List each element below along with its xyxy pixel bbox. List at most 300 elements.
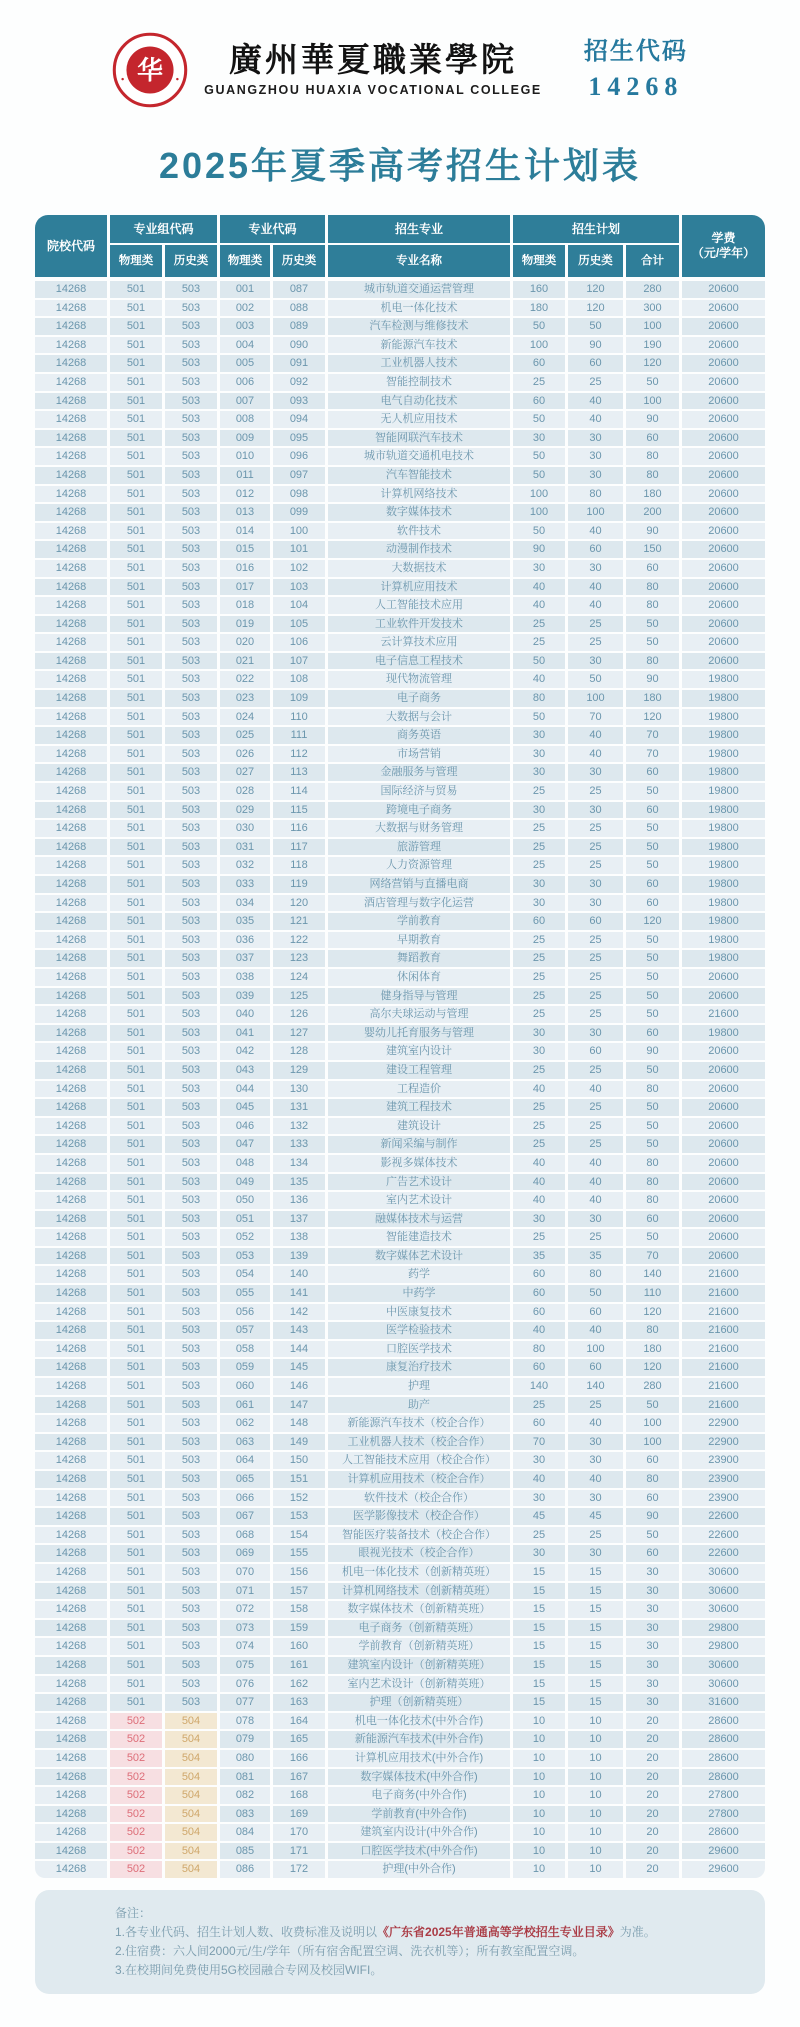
- table-row: [35, 1861, 765, 1878]
- table-row: [35, 746, 765, 763]
- table-cell: 501: [110, 1285, 162, 1302]
- admission-code-label: 招生代码: [583, 39, 688, 66]
- table-cell: 医学检验技术: [328, 1322, 510, 1339]
- table-cell: 计算机应用技术: [328, 579, 510, 596]
- table-row: [35, 355, 765, 372]
- table-cell: 20600: [682, 969, 765, 986]
- table-row: [35, 1359, 765, 1376]
- table-cell: 30: [568, 1545, 623, 1562]
- table-cell: 14268: [35, 597, 107, 614]
- table-cell: 30: [626, 1657, 679, 1674]
- table-cell: 大数据技术: [328, 560, 510, 577]
- table-cell: 29600: [682, 1861, 765, 1878]
- table-cell: 20600: [682, 653, 765, 670]
- table-cell: 14268: [35, 857, 107, 874]
- table-cell: 503: [165, 579, 217, 596]
- table-cell: 25: [513, 932, 565, 949]
- table-cell: 21600: [682, 1397, 765, 1414]
- header-group-physics: 物理类: [110, 245, 162, 277]
- table-cell: 14268: [35, 1452, 107, 1469]
- table-cell: 051: [220, 1211, 270, 1228]
- table-cell: 074: [220, 1638, 270, 1655]
- table-cell: 25: [513, 1062, 565, 1079]
- table-cell: 503: [165, 1415, 217, 1432]
- table-cell: 40: [513, 1155, 565, 1172]
- table-row: [35, 690, 765, 707]
- table-cell: 28600: [682, 1824, 765, 1841]
- table-cell: 123: [273, 950, 325, 967]
- table-cell: 137: [273, 1211, 325, 1228]
- table-row: [35, 1843, 765, 1860]
- table-cell: 跨境电子商务: [328, 802, 510, 819]
- table-cell: 017: [220, 579, 270, 596]
- table-cell: 501: [110, 523, 162, 540]
- table-cell: 059: [220, 1359, 270, 1376]
- notes-label: 备注：: [115, 1906, 152, 1921]
- table-row: [35, 300, 765, 317]
- table-cell: 503: [165, 1620, 217, 1637]
- table-cell: 502: [110, 1731, 162, 1748]
- table-cell: 501: [110, 1266, 162, 1283]
- table-cell: 30: [568, 1025, 623, 1042]
- table-cell: 90: [568, 337, 623, 354]
- table-cell: 043: [220, 1062, 270, 1079]
- table-cell: 25: [513, 1118, 565, 1135]
- table-cell: 501: [110, 857, 162, 874]
- table-row: [35, 1620, 765, 1637]
- table-cell: 15: [568, 1601, 623, 1618]
- table-cell: 027: [220, 764, 270, 781]
- table-cell: 20600: [682, 541, 765, 558]
- table-cell: 40: [568, 1155, 623, 1172]
- table-cell: 40: [513, 671, 565, 688]
- table-cell: 60: [626, 430, 679, 447]
- table-cell: 14268: [35, 1731, 107, 1748]
- table-cell: 120: [568, 300, 623, 317]
- table-cell: 100: [568, 690, 623, 707]
- table-cell: 19800: [682, 913, 765, 930]
- table-cell: 40: [568, 1174, 623, 1191]
- table-cell: 15: [568, 1657, 623, 1674]
- header-major-name: 专业名称: [328, 245, 510, 277]
- table-cell: 14268: [35, 1341, 107, 1358]
- table-cell: 140: [273, 1266, 325, 1283]
- table-cell: 501: [110, 1583, 162, 1600]
- table-cell: 50: [513, 411, 565, 428]
- table-cell: 10: [568, 1787, 623, 1804]
- table-cell: 80: [626, 1192, 679, 1209]
- table-cell: 109: [273, 690, 325, 707]
- table-cell: 50: [513, 467, 565, 484]
- table-cell: 城市轨道交通机电技术: [328, 448, 510, 465]
- table-cell: 013: [220, 504, 270, 521]
- table-cell: 40: [568, 523, 623, 540]
- table-cell: 089: [273, 318, 325, 335]
- table-row: [35, 913, 765, 930]
- table-cell: 21600: [682, 1378, 765, 1395]
- table-cell: 129: [273, 1062, 325, 1079]
- table-cell: 504: [165, 1713, 217, 1730]
- table-cell: 25: [568, 1099, 623, 1116]
- table-cell: 067: [220, 1508, 270, 1525]
- table-cell: 10: [513, 1824, 565, 1841]
- table-cell: 501: [110, 764, 162, 781]
- table-cell: 30600: [682, 1583, 765, 1600]
- table-cell: 25: [568, 932, 623, 949]
- table-cell: 动漫制作技术: [328, 541, 510, 558]
- table-cell: 120: [626, 1359, 679, 1376]
- table-cell: 14268: [35, 1006, 107, 1023]
- table-cell: 20600: [682, 1136, 765, 1153]
- table-cell: 电子商务（创新精英班）: [328, 1620, 510, 1637]
- table-cell: 022: [220, 671, 270, 688]
- table-cell: 40: [513, 1471, 565, 1488]
- table-cell: 助产: [328, 1397, 510, 1414]
- table-cell: 10: [568, 1731, 623, 1748]
- table-cell: 14268: [35, 950, 107, 967]
- table-cell: 25: [513, 950, 565, 967]
- table-cell: 041: [220, 1025, 270, 1042]
- page-header: [0, 0, 800, 108]
- table-row: [35, 1043, 765, 1060]
- table-cell: 14268: [35, 1638, 107, 1655]
- table-row: [35, 1322, 765, 1339]
- table-cell: 14268: [35, 1861, 107, 1878]
- table-cell: 25: [568, 634, 623, 651]
- table-cell: 501: [110, 1341, 162, 1358]
- table-cell: 20600: [682, 411, 765, 428]
- table-row: [35, 281, 765, 298]
- table-cell: 124: [273, 969, 325, 986]
- table-cell: 14268: [35, 486, 107, 503]
- table-cell: 计算机网络技术: [328, 486, 510, 503]
- table-cell: 006: [220, 374, 270, 391]
- table-cell: 90: [626, 411, 679, 428]
- table-cell: 14268: [35, 1620, 107, 1637]
- table-cell: 80: [626, 1174, 679, 1191]
- table-row: [35, 1657, 765, 1674]
- table-cell: 108: [273, 671, 325, 688]
- table-cell: 143: [273, 1322, 325, 1339]
- table-cell: 503: [165, 1490, 217, 1507]
- table-cell: 280: [626, 1378, 679, 1395]
- table-cell: 501: [110, 746, 162, 763]
- table-cell: 135: [273, 1174, 325, 1191]
- table-cell: 501: [110, 988, 162, 1005]
- table-cell: 70: [568, 709, 623, 726]
- table-cell: 501: [110, 1136, 162, 1153]
- table-cell: 095: [273, 430, 325, 447]
- table-cell: 机电一体化技术: [328, 300, 510, 317]
- table-cell: 婴幼儿托育服务与管理: [328, 1025, 510, 1042]
- table-cell: 146: [273, 1378, 325, 1395]
- table-cell: 501: [110, 467, 162, 484]
- table-cell: 14268: [35, 1211, 107, 1228]
- table-cell: 14268: [35, 913, 107, 930]
- table-cell: 45: [513, 1508, 565, 1525]
- table-cell: 150: [626, 541, 679, 558]
- table-cell: 016: [220, 560, 270, 577]
- table-row: [35, 1676, 765, 1693]
- table-cell: 50: [513, 318, 565, 335]
- table-row: [35, 727, 765, 744]
- table-cell: 80: [626, 1081, 679, 1098]
- table-cell: 107: [273, 653, 325, 670]
- table-cell: 25: [513, 1099, 565, 1116]
- table-cell: 25: [513, 616, 565, 633]
- table-cell: 20600: [682, 988, 765, 1005]
- table-row: [35, 1099, 765, 1116]
- table-cell: 501: [110, 671, 162, 688]
- table-row: [35, 895, 765, 912]
- table-cell: 501: [110, 1211, 162, 1228]
- table-row: [35, 1583, 765, 1600]
- table-cell: 503: [165, 281, 217, 298]
- table-cell: 504: [165, 1843, 217, 1860]
- table-cell: 40: [568, 579, 623, 596]
- table-cell: 21600: [682, 1359, 765, 1376]
- table-cell: 25: [513, 1006, 565, 1023]
- table-cell: 10: [513, 1713, 565, 1730]
- table-row: [35, 1694, 765, 1711]
- table-cell: 数字媒体技术（创新精英班）: [328, 1601, 510, 1618]
- note-1-highlight: 《广东省2025年普通高等学校招生专业目录》: [377, 1925, 620, 1940]
- table-cell: 503: [165, 597, 217, 614]
- table-cell: 60: [513, 1304, 565, 1321]
- table-cell: 21600: [682, 1341, 765, 1358]
- table-cell: 501: [110, 300, 162, 317]
- table-cell: 121: [273, 913, 325, 930]
- table-cell: 180: [513, 300, 565, 317]
- table-cell: 25: [568, 1527, 623, 1544]
- table-cell: 22600: [682, 1545, 765, 1562]
- table-cell: 云计算技术应用: [328, 634, 510, 651]
- table-cell: 25: [568, 374, 623, 391]
- table-cell: 90: [626, 671, 679, 688]
- table-cell: 20: [626, 1861, 679, 1878]
- table-cell: 40: [568, 597, 623, 614]
- table-cell: 50: [626, 1006, 679, 1023]
- table-row: [35, 374, 765, 391]
- table-cell: 502: [110, 1787, 162, 1804]
- table-cell: 50: [626, 857, 679, 874]
- table-cell: 70: [513, 1434, 565, 1451]
- table-cell: 14268: [35, 1694, 107, 1711]
- table-cell: 15: [513, 1657, 565, 1674]
- table-cell: 27800: [682, 1787, 765, 1804]
- table-cell: 180: [626, 690, 679, 707]
- table-cell: 501: [110, 1508, 162, 1525]
- table-cell: 010: [220, 448, 270, 465]
- table-cell: 50: [513, 523, 565, 540]
- table-cell: 25: [568, 839, 623, 856]
- table-cell: 10: [568, 1713, 623, 1730]
- table-cell: 042: [220, 1043, 270, 1060]
- table-cell: 015: [220, 541, 270, 558]
- table-cell: 30: [626, 1620, 679, 1637]
- table-cell: 503: [165, 895, 217, 912]
- table-cell: 40: [568, 393, 623, 410]
- table-cell: 21600: [682, 1006, 765, 1023]
- table-cell: 90: [626, 1043, 679, 1060]
- table-row: [35, 1081, 765, 1098]
- table-cell: 14268: [35, 1081, 107, 1098]
- table-cell: 019: [220, 616, 270, 633]
- table-cell: 503: [165, 430, 217, 447]
- table-cell: 120: [626, 709, 679, 726]
- table-cell: 电子信息工程技术: [328, 653, 510, 670]
- table-cell: 医学影像技术（校企合作）: [328, 1508, 510, 1525]
- table-cell: 19800: [682, 820, 765, 837]
- table-cell: 024: [220, 709, 270, 726]
- table-cell: 25: [568, 1006, 623, 1023]
- table-cell: 142: [273, 1304, 325, 1321]
- table-cell: 20600: [682, 393, 765, 410]
- table-row: [35, 709, 765, 726]
- table-cell: 14268: [35, 1508, 107, 1525]
- table-cell: 10: [568, 1861, 623, 1878]
- table-cell: 114: [273, 783, 325, 800]
- table-cell: 503: [165, 1006, 217, 1023]
- table-cell: 10: [568, 1750, 623, 1767]
- table-cell: 153: [273, 1508, 325, 1525]
- table-cell: 503: [165, 1192, 217, 1209]
- table-cell: 096: [273, 448, 325, 465]
- table-cell: 25: [568, 1136, 623, 1153]
- table-cell: 14268: [35, 1490, 107, 1507]
- table-cell: 061: [220, 1397, 270, 1414]
- table-row: [35, 1471, 765, 1488]
- table-cell: 28600: [682, 1731, 765, 1748]
- table-cell: 影视多媒体技术: [328, 1155, 510, 1172]
- table-cell: 503: [165, 653, 217, 670]
- table-row: [35, 1341, 765, 1358]
- table-cell: 080: [220, 1750, 270, 1767]
- table-cell: 19800: [682, 895, 765, 912]
- table-cell: 002: [220, 300, 270, 317]
- table-header: [35, 215, 765, 277]
- table-cell: 高尔夫球运动与管理: [328, 1006, 510, 1023]
- table-cell: 501: [110, 1304, 162, 1321]
- table-cell: 069: [220, 1545, 270, 1562]
- table-cell: 金融服务与管理: [328, 764, 510, 781]
- table-cell: 503: [165, 1434, 217, 1451]
- table-cell: 14268: [35, 1676, 107, 1693]
- table-row: [35, 1062, 765, 1079]
- table-cell: 20600: [682, 374, 765, 391]
- table-cell: 14268: [35, 1545, 107, 1562]
- table-cell: 160: [273, 1638, 325, 1655]
- table-cell: 30: [568, 1434, 623, 1451]
- table-cell: 501: [110, 1434, 162, 1451]
- table-cell: 建筑室内设计(中外合作): [328, 1824, 510, 1841]
- table-cell: 30: [626, 1638, 679, 1655]
- table-cell: 融媒体技术与运营: [328, 1211, 510, 1228]
- table-cell: 092: [273, 374, 325, 391]
- table-cell: 098: [273, 486, 325, 503]
- table-cell: 078: [220, 1713, 270, 1730]
- table-cell: 164: [273, 1713, 325, 1730]
- table-cell: 口腔医学技术(中外合作): [328, 1843, 510, 1860]
- table-row: [35, 802, 765, 819]
- table-cell: 501: [110, 1638, 162, 1655]
- table-row: [35, 560, 765, 577]
- table-cell: 161: [273, 1657, 325, 1674]
- table-cell: 30: [568, 802, 623, 819]
- table-cell: 40: [513, 1174, 565, 1191]
- table-cell: 100: [568, 504, 623, 521]
- table-cell: 085: [220, 1843, 270, 1860]
- table-cell: 172: [273, 1861, 325, 1878]
- table-cell: 028: [220, 783, 270, 800]
- table-cell: 032: [220, 857, 270, 874]
- table-cell: 503: [165, 1452, 217, 1469]
- table-cell: 501: [110, 430, 162, 447]
- table-cell: 503: [165, 1397, 217, 1414]
- table-cell: 501: [110, 1025, 162, 1042]
- table-cell: 计算机网络技术（创新精英班）: [328, 1583, 510, 1600]
- table-cell: 009: [220, 430, 270, 447]
- table-cell: 14268: [35, 1192, 107, 1209]
- table-cell: 039: [220, 988, 270, 1005]
- table-cell: 14268: [35, 1099, 107, 1116]
- table-cell: 30: [513, 560, 565, 577]
- table-cell: 503: [165, 1583, 217, 1600]
- table-row: [35, 1415, 765, 1432]
- table-cell: 50: [568, 318, 623, 335]
- table-cell: 大数据与财务管理: [328, 820, 510, 837]
- table-cell: 14268: [35, 932, 107, 949]
- table-cell: 503: [165, 1359, 217, 1376]
- table-cell: 503: [165, 523, 217, 540]
- table-cell: 503: [165, 950, 217, 967]
- table-cell: 22600: [682, 1508, 765, 1525]
- table-cell: 14268: [35, 746, 107, 763]
- table-row: [35, 1508, 765, 1525]
- table-row: [35, 932, 765, 949]
- table-cell: 501: [110, 1452, 162, 1469]
- table-cell: 20600: [682, 1062, 765, 1079]
- table-row: [35, 1731, 765, 1748]
- table-cell: 30: [626, 1676, 679, 1693]
- table-cell: 20600: [682, 318, 765, 335]
- table-cell: 40: [568, 727, 623, 744]
- table-cell: 21600: [682, 1266, 765, 1283]
- table-row: [35, 1025, 765, 1042]
- table-cell: 120: [626, 913, 679, 930]
- table-cell: 165: [273, 1731, 325, 1748]
- table-cell: 090: [273, 337, 325, 354]
- table-cell: 25: [568, 616, 623, 633]
- table-cell: 30: [513, 1452, 565, 1469]
- table-cell: 20600: [682, 467, 765, 484]
- table-cell: 14268: [35, 560, 107, 577]
- table-cell: 501: [110, 839, 162, 856]
- table-cell: 065: [220, 1471, 270, 1488]
- table-cell: 80: [568, 486, 623, 503]
- table-cell: 110: [273, 709, 325, 726]
- table-cell: 15: [568, 1564, 623, 1581]
- table-cell: 053: [220, 1248, 270, 1265]
- table-cell: 503: [165, 1508, 217, 1525]
- table-cell: 40: [513, 1081, 565, 1098]
- table-cell: 503: [165, 300, 217, 317]
- table-cell: 80: [568, 1266, 623, 1283]
- table-row: [35, 393, 765, 410]
- table-cell: 504: [165, 1750, 217, 1767]
- table-cell: 35: [568, 1248, 623, 1265]
- table-cell: 80: [626, 1471, 679, 1488]
